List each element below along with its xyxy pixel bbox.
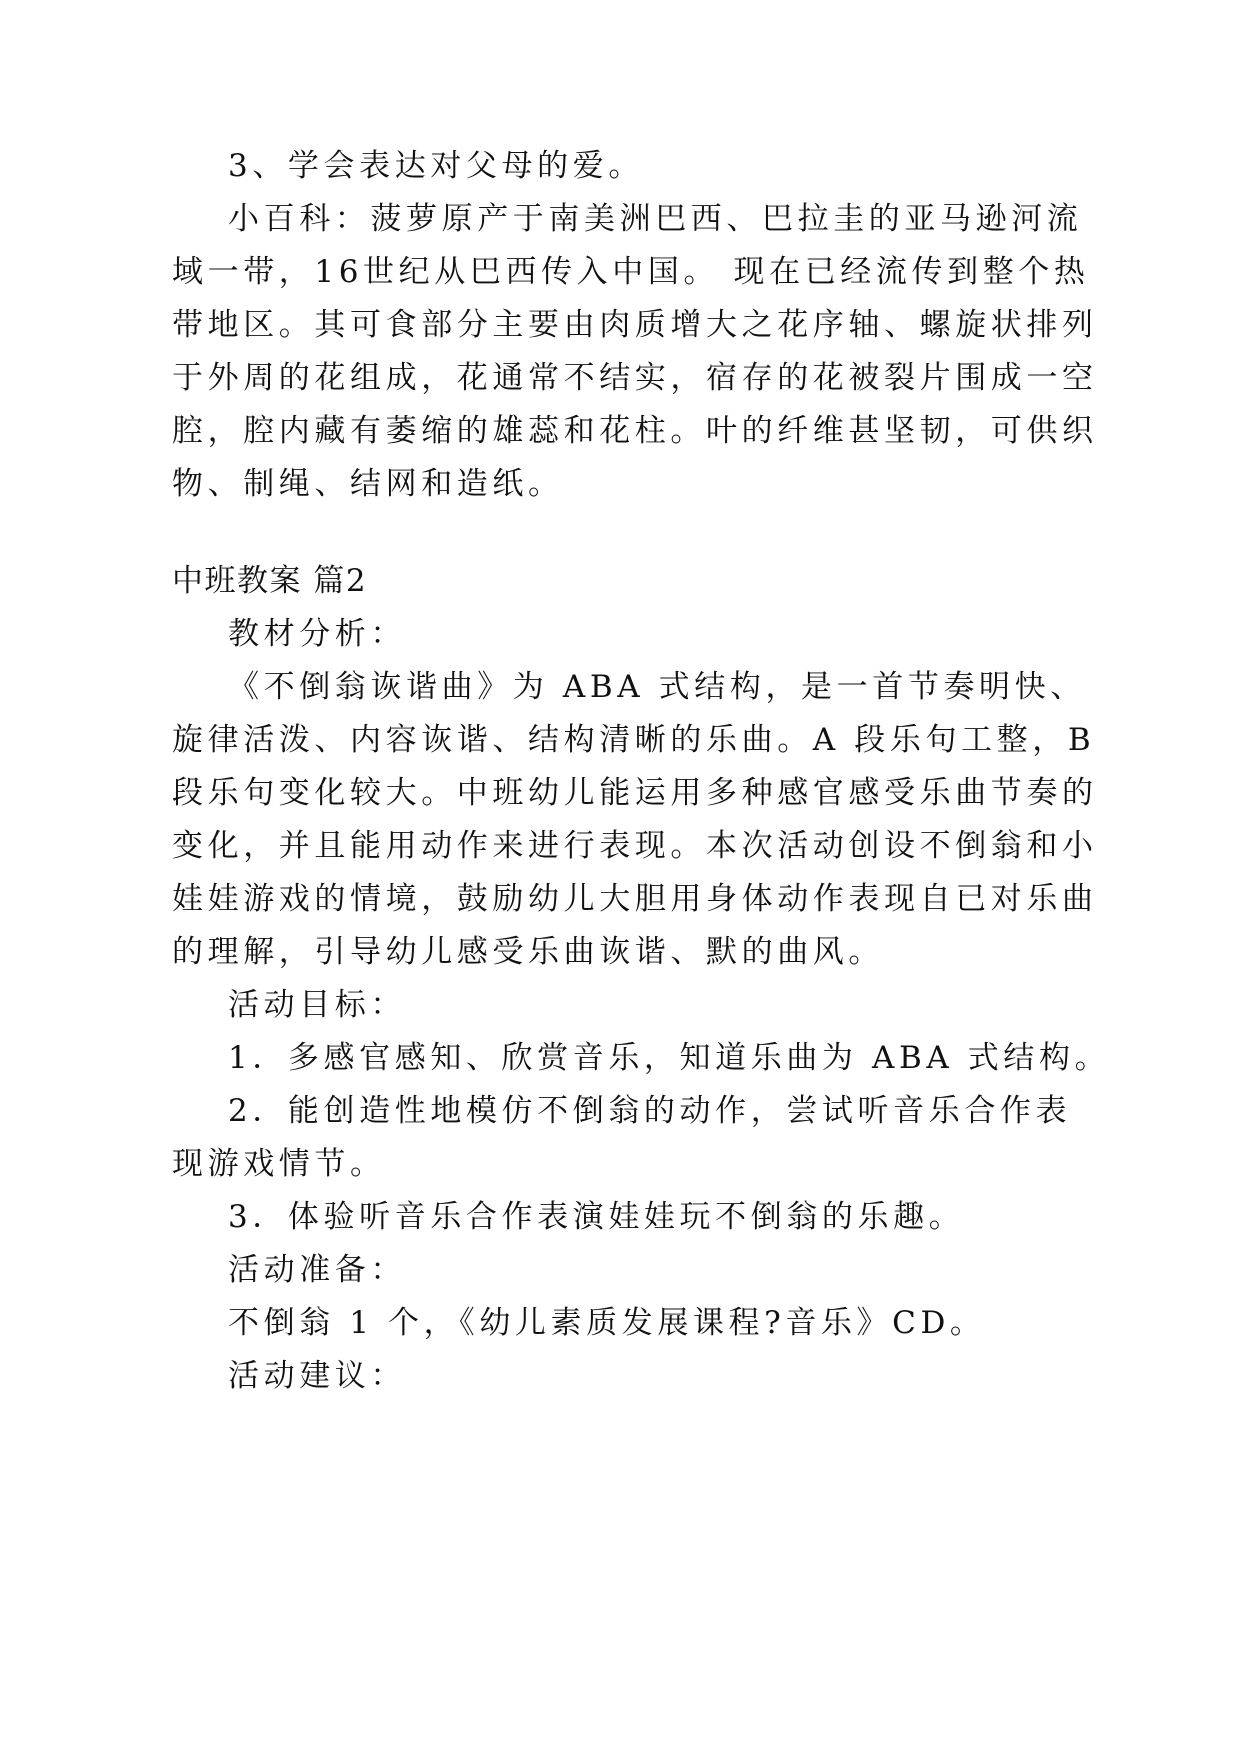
analysis-heading: 教材分析：	[228, 616, 406, 652]
text-line-wiki-5: 腔，腔内藏有萎缩的雄蕊和花柱。叶的纤维甚坚韧，可供织	[172, 413, 1098, 449]
text-line-wiki-2: 域一带，16世纪从巴西传入中国。 现在已经流传到整个热	[172, 254, 1090, 290]
text-line-goal3-love: 3、学会表达对父母的爱。	[228, 148, 644, 184]
suggest-heading: 活动建议：	[228, 1358, 406, 1394]
text-line-wiki-1: 小百科：菠萝原产于南美洲巴西、巴拉圭的亚马逊河流	[228, 201, 1083, 237]
goal-item-1: 1．多感官感知、欣赏音乐，知道乐曲为 ABA 式结构。	[228, 1040, 1111, 1076]
goals-heading: 活动目标：	[228, 987, 406, 1023]
goal-item-3: 3．体验听音乐合作表演娃娃玩不倒翁的乐趣。	[228, 1199, 965, 1235]
goal-item-2: 2．能创造性地模仿不倒翁的动作，尝试听音乐合作表	[228, 1093, 1072, 1129]
text-line-wiki-3: 带地区。其可食部分主要由肉质增大之花序轴、螺旋状排列	[172, 307, 1098, 343]
prep-item: 不倒翁 1 个，《幼儿素质发展课程?音乐》CD。	[228, 1305, 986, 1341]
text-line-wiki-6: 物、制绳、结网和造纸。	[172, 466, 564, 502]
text-line-analysis-6: 的理解，引导幼儿感受乐曲诙谐、默的曲风。	[172, 934, 884, 970]
prep-heading: 活动准备：	[228, 1252, 406, 1288]
text-line-analysis-3: 段乐句变化较大。中班幼儿能运用多种感官感受乐曲节奏的	[172, 775, 1098, 811]
text-line-analysis-2: 旋律活泼、内容诙谐、结构清晰的乐曲。A 段乐句工整，B	[172, 722, 1096, 758]
text-line-wiki-4: 于外周的花组成，花通常不结实，宿存的花被裂片围成一空	[172, 360, 1098, 396]
text-line-analysis-4: 变化，并且能用动作来进行表现。本次活动创设不倒翁和小	[172, 828, 1098, 864]
text-line-analysis-5: 娃娃游戏的情境，鼓励幼儿大胆用身体动作表现自已对乐曲	[172, 881, 1098, 917]
text-line-analysis-1: 《不倒翁诙谐曲》为 ABA 式结构，是一首节奏明快、	[228, 669, 1086, 705]
section-title: 中班教案 篇2	[172, 563, 368, 599]
goal-item-2-continued: 现游戏情节。	[172, 1146, 386, 1182]
